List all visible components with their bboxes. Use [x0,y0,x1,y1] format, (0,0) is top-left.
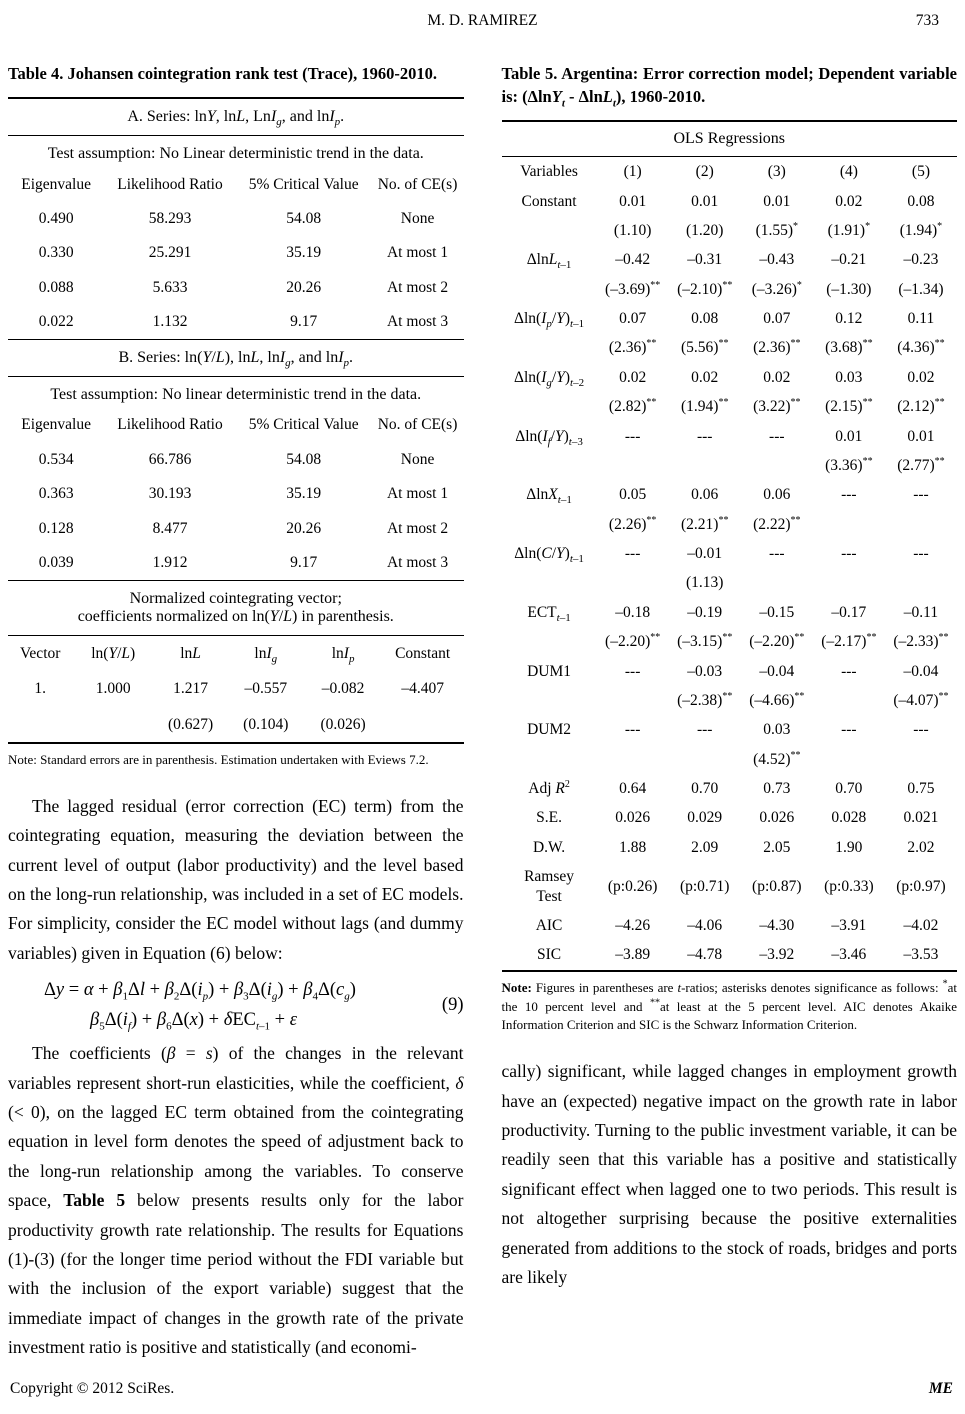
table-cell: --- [841,545,857,563]
table4-vector-grid [8,636,464,742]
table-cell [502,627,597,656]
table-cell: 0.75 [907,780,935,798]
table-cell: (2.22)** [753,514,801,533]
table-cell: (–2.38)** [677,690,733,709]
column-header: Eigenvalue [21,175,91,193]
table-row [502,510,958,539]
table-cell: 0.08 [907,192,935,210]
table-cell: 0.73 [763,780,791,798]
table4-panel-b-title: B. Series: ln(Y/L), lnL, lnI$_g$, and lnI$_p$. [118,348,354,370]
table-cell: $\Delta\ln(C/Y)_{t-1}$ [514,545,584,566]
table-cell: 54.08 [286,450,322,468]
table-cell: --- [841,662,857,680]
table-row [502,568,958,597]
table-cell: 0.01 [763,192,791,210]
table-cell: 20.26 [286,278,322,296]
table-row [502,774,958,803]
table-cell: ΔlnX$_{t-1}$ [526,486,572,507]
table-cell: At most 3 [386,313,449,331]
table-row [502,245,958,274]
table-cell: (p:0.26) [607,877,658,895]
column-header: No. of CE(s) [377,175,458,193]
table-cell: –0.03 [687,662,723,680]
table-cell: 0.02 [763,368,791,386]
table-cell: ΔlnL$_{t-1}$ [526,251,572,272]
table-cell: --- [624,721,641,739]
table-cell: 1. [34,680,46,698]
table-cell: (0.026) [320,715,366,733]
page-footer [10,1380,953,1398]
table-cell: (–1.34) [898,280,944,298]
table-cell: (3.36)** [825,455,873,474]
table-row [8,671,464,706]
table-cell [502,568,597,597]
table-cell: 0.01 [619,192,647,210]
table-cell [502,510,597,539]
table-cell: (–2.20)** [605,632,661,651]
table-cell: –0.01 [687,545,723,563]
table-cell: (p:0.71) [679,877,730,895]
table-cell: (–4.66)** [749,690,805,709]
table-cell: 0.01 [907,427,935,445]
page-header [8,12,957,36]
column-header: lnL [180,644,201,662]
table-row [502,275,958,304]
table-cell: --- [696,721,713,739]
table-cell [741,451,813,480]
table-cell: 0.05 [619,486,647,504]
table-header-row [502,157,958,186]
table-cell [382,707,464,742]
table-cell: At most 1 [386,244,449,262]
table-cell: 0.039 [38,553,74,571]
table-cell: At most 2 [386,278,449,296]
table-cell: At most 3 [386,553,449,571]
table-cell: --- [769,545,785,563]
table-cell: –4.06 [687,916,723,934]
table-row [502,187,958,216]
table-cell: –3.89 [615,946,651,964]
table-row [8,442,464,476]
table-cell: (2.26)** [608,514,657,533]
table-row [502,715,958,744]
table-cell: –0.42 [615,251,651,269]
column-header: Eigenvalue [21,416,91,434]
two-column-layout [8,62,957,1362]
table-cell: 8.477 [152,519,188,537]
table-cell: (–2.20)** [749,632,805,651]
table-cell: --- [841,486,857,504]
table-cell: 2.05 [763,838,791,856]
table-row [8,270,464,304]
column-header: No. of CE(s) [377,416,458,434]
table-cell: (2.77)** [897,455,945,474]
journal-abbreviation: ME [928,1380,953,1397]
table-cell: (0.627) [167,715,214,733]
table-cell: (3.68)** [825,338,873,357]
table-cell: --- [913,486,929,504]
right-column [502,62,958,1362]
table-cell: (–4.07)** [893,690,949,709]
table-cell: 0.028 [831,809,867,827]
table5 [502,120,958,972]
table4-panel-b-grid [8,408,464,580]
body-paragraph: The coefficients (β = s) of the changes in the relevant variables represent short-run elasticities, while the coefficient, δ (< 0), on the lagged EC term obtained from the cointegrating equation in level form denotes the speed of adjustment back to the long-run relationship among the variables. To conserve space, Table 5 below presents results only for the labor productivity growth rate relationship. The results for Equations (1)-(3) (for the longer time period without the FDI variable but with the inclusion of the export variable) suggest that the immediate impact of changes in the growth rate of the private investment ratio is positive and statistically (and economi- [8,1043,464,1358]
column-header: Likelihood Ratio [117,175,223,193]
table-cell: (p:0.33) [824,877,874,895]
table-cell: –0.23 [903,251,939,269]
table-cell [597,568,669,597]
table5-grid [502,157,958,970]
table-cell [669,451,741,480]
table-cell: (2.36)** [608,338,657,357]
table4-vector-title: Normalized cointegrating vector; coefficients normalized on ln(Y/L) in parenthesis. [77,589,394,625]
table-cell: Ramsey Test [524,868,575,905]
table-rule [8,742,464,744]
column-header: (4) [839,163,858,181]
table-row [502,480,958,509]
table-cell: (1.20) [685,221,724,239]
table-row [502,686,958,715]
table-row [8,201,464,235]
table-row [502,333,958,362]
table-cell: 0.026 [759,809,795,827]
table-cell [8,707,72,742]
table-cell: (1.55)* [755,220,799,239]
table-cell: (–3.69)** [605,279,661,298]
table-cell: –4.78 [687,946,723,964]
table-cell: –3.91 [831,916,867,934]
table-cell: (–3.26)* [751,279,802,298]
table-cell: 0.64 [619,780,647,798]
table-cell: (2.15)** [825,397,873,416]
table4-note: Note: Standard errors are in parenthesis. Estimation undertaken with Eviews 7.2. [8,751,429,767]
table-cell: 0.534 [38,450,74,468]
table-cell: 0.088 [38,278,74,296]
column-header: Variables [520,163,578,181]
table-cell: (2.21)** [680,514,729,533]
table-row [502,392,958,421]
table-cell: 0.70 [835,780,863,798]
table-cell: AIC [535,916,563,934]
table-cell: 0.03 [835,368,863,386]
table-cell: 0.029 [687,809,723,827]
table-cell [502,745,597,774]
table-cell: –3.46 [831,946,867,964]
table4-panel-a-grid [8,167,464,339]
table-cell: –0.17 [831,603,867,621]
table-cell: –0.04 [759,662,795,680]
table-cell: (–2.17)** [821,632,877,651]
table-cell: 0.06 [691,486,719,504]
column-header: 5% Critical Value [248,175,359,193]
table-cell: –0.31 [687,251,723,269]
table-cell: –4.26 [615,916,651,934]
column-header: lnI$_p$ [331,644,355,665]
equation-line-1: $\Delta y = \alpha + \beta_1\Delta l + \beta_2\Delta(i_p) + \beta_3\Delta(i_g) + \beta_4\Delta(c_g)$ [44,980,356,1003]
table-cell: 0.02 [907,368,935,386]
table-cell: 35.19 [286,244,322,262]
table-cell: 0.330 [38,244,74,262]
table-cell: (p:0.97) [896,877,946,895]
table-cell: (4.36)** [897,338,945,357]
table-cell: (4.52)** [753,749,801,768]
table-cell: 1.912 [152,553,188,571]
table-row [502,363,958,392]
table-cell: 0.70 [691,780,719,798]
table-cell: (1.13) [685,574,724,592]
table-cell: –4.02 [903,916,939,934]
table-header-row [8,408,464,442]
table-cell [741,568,813,597]
table-cell: 2.09 [691,838,719,856]
table-cell: At most 1 [386,485,449,503]
table-cell: 9.17 [290,553,318,571]
table-cell: –3.53 [903,946,939,964]
table-cell: (–3.15)** [677,632,733,651]
table-cell: At most 2 [386,519,449,537]
table4-panel-a-assumption: Test assumption: No Linear deterministic trend in the data. [47,145,424,163]
body-paragraph: cally) significant, while lagged changes in employment growth have an (expected) negative impact on the growth rate in labor productivity. Turning to the public investment variable, it can be readily seen that this variable has a positive and statistically significant effect when lagged one to two periods. This result is not altogether surprising because the positive externalities generated from additions to the stock of roads, bridges and ports are likely [501,1061,957,1287]
column-header: lnI$_g$ [254,644,278,665]
table-cell: --- [624,545,641,563]
table-cell [502,333,597,362]
table-row [8,511,464,545]
table-cell: –4.407 [401,680,444,698]
table-header-row [8,636,464,671]
table-cell: 0.01 [835,427,863,445]
table-row [8,707,464,742]
table-cell: DUM2 [527,721,571,739]
table-cell: --- [624,662,641,680]
table-header-row [8,167,464,201]
table-cell: 1.88 [619,838,647,856]
table-cell: 0.12 [835,310,863,328]
table-cell: (1.91)* [827,220,871,239]
table-cell [885,568,957,597]
table-row [8,236,464,270]
table-cell: 0.021 [903,809,939,827]
table-cell: 30.193 [148,485,192,503]
table-cell: 0.02 [619,368,647,386]
table-row [502,422,958,451]
table-cell: Adj $R^2$ [528,778,570,798]
table-cell: (1.94)** [680,397,729,416]
table-cell [813,686,885,715]
table-cell: $\Delta\ln(I_g/Y)_{t-2}$ [514,368,585,389]
table5-group-header: OLS Regressions [673,130,786,148]
table-cell: SIC [536,946,562,964]
table-rule [502,970,958,972]
table-cell: $\Delta\ln(I_f/Y)_{t-3}$ [515,427,583,448]
table-cell: 20.26 [286,519,322,537]
table-cell: 0.128 [38,519,74,537]
table-cell: 1.217 [173,680,209,698]
table-row [502,598,958,627]
column-header: Constant [395,644,451,662]
table-cell: --- [769,427,785,445]
table4 [8,97,464,744]
table-cell: 54.08 [286,209,322,227]
table-cell: –3.92 [759,946,795,964]
table-row [502,451,958,480]
table-cell: (1.10) [613,221,652,239]
equation-number: (9) [441,995,464,1016]
table-cell [597,451,669,480]
table-cell: 1.90 [835,838,863,856]
table-cell: 0.022 [38,313,74,331]
table4-caption: Table 4. Johansen cointegration rank test (Trace), 1960-2010. [8,64,437,83]
table-cell: 0.01 [691,192,719,210]
table-cell: –0.21 [831,251,867,269]
table4-panel-b-assumption: Test assumption: No linear deterministic trend in the data. [50,385,422,403]
table-cell: 0.07 [619,310,647,328]
table-cell: 58.293 [148,209,192,227]
table-cell: 0.08 [691,310,719,328]
table-row [502,803,958,832]
column-header: Vector [19,644,61,662]
table-cell: (p:0.87) [752,877,802,895]
table-cell: 66.786 [148,450,192,468]
table-cell: (2.12)** [897,397,945,416]
table-cell: Constant [521,192,577,210]
table-cell: 2.02 [907,838,935,856]
table-cell: –0.18 [615,603,651,621]
table-cell: DUM1 [527,662,571,680]
table-cell: 0.490 [38,209,74,227]
table-cell [502,392,597,421]
table-cell [502,216,597,245]
table-cell: $ECT_{t-1}$ [527,603,571,624]
table-cell: (2.82)** [608,397,657,416]
table-cell: (–2.33)** [893,632,949,651]
table-cell: –0.11 [903,603,939,621]
table-cell: 0.02 [691,368,719,386]
table-row [502,911,958,940]
table-cell: D.W. [532,838,566,856]
table-cell: (5.56)** [680,338,729,357]
table-row [502,745,958,774]
table-row [502,833,958,862]
table-row [502,940,958,969]
table-row [502,304,958,333]
column-header: 5% Critical Value [248,416,359,434]
table-row [502,862,958,911]
page-number: 733 [915,12,939,29]
table-row [8,305,464,339]
table4-panel-a-title: A. Series: lnY, lnL, LnI$_g$, and lnI$_p$. [127,108,345,129]
table-cell: –4.30 [759,916,795,934]
table-cell: 0.07 [763,310,791,328]
table-cell: 0.026 [615,809,651,827]
table-cell: –0.43 [759,251,795,269]
equation [8,980,464,1031]
column-header: (3) [767,163,786,181]
table-cell: None [400,209,435,227]
table-row [502,539,958,568]
table-cell: (3.22)** [753,397,801,416]
table-cell [502,275,597,304]
table-cell [597,745,669,774]
copyright-text: Copyright © 2012 SciRes. [10,1380,175,1397]
column-header: ln(Y/L) [91,644,136,662]
column-header: (5) [911,163,930,181]
table-cell: 1.000 [95,680,131,698]
table-cell [502,451,597,480]
column-header: (1) [623,163,642,181]
table-cell: –0.19 [687,603,723,621]
table-row [502,627,958,656]
table-row [8,545,464,579]
table-cell [669,745,741,774]
table-row [8,477,464,511]
equation-lines [8,980,410,1031]
column-header: Likelihood Ratio [117,416,223,434]
column-header: (2) [695,163,714,181]
table-cell [813,745,885,774]
table-cell: 0.03 [763,721,791,739]
table-cell: 25.291 [148,244,192,262]
table-cell [885,510,957,539]
table-cell: --- [913,721,929,739]
table-cell [813,568,885,597]
table-cell [502,686,597,715]
table-cell: --- [696,427,713,445]
table-cell: None [400,450,435,468]
table-cell: (0.104) [243,715,289,733]
table-cell: 0.06 [763,486,791,504]
table-cell: 1.132 [152,313,188,331]
table-cell: 9.17 [290,313,318,331]
left-column [8,62,464,1362]
table-cell: S.E. [536,809,562,827]
table-cell [597,686,669,715]
table-cell: 0.11 [907,310,935,328]
table-cell: –0.04 [903,662,939,680]
table-cell: –0.082 [321,680,365,698]
table-cell: --- [841,721,857,739]
table-cell: 5.633 [152,278,188,296]
table-cell: –0.557 [244,680,288,698]
table5-note: Note: Figures in parentheses are t-ratios; asterisks denotes significance as follows: *at the 10 percent level and **at least at the 5 percent level. AIC denotes Akaike Information Criterion and SIC is the Schwarz Information Criterion. [501,978,957,1033]
table-cell: –0.15 [759,603,795,621]
table-row [502,657,958,686]
table-cell [813,510,885,539]
table-cell: 0.363 [38,485,74,503]
table-row [502,216,958,245]
table-cell: $\Delta\ln(I_p/Y)_{t-1}$ [514,310,585,331]
table-cell [885,745,957,774]
table-cell: (–2.10)** [677,279,733,298]
table-cell: (1.94)* [899,220,943,239]
running-title: M. D. RAMIREZ [427,12,538,29]
table-cell: --- [913,545,929,563]
equation-line-2: $\beta_5\Delta(i_f) + \beta_6\Delta(x) + \delta EC_{t-1} + \varepsilon$ [90,1010,297,1033]
table-cell: 35.19 [286,485,322,503]
body-paragraph: The lagged residual (error correction (EC) term) from the cointegrating equation, measuring the deviation between the current level of output (labor productivity) and the level based on the long-run relationship, was included in a set of EC models. For simplicity, consider the EC model without lags (and dummy variables) given in Equation (6) below: [8,795,464,963]
table-cell: 0.02 [835,192,863,210]
table-cell: (2.36)** [753,338,801,357]
table-cell [72,707,154,742]
table-cell: (–1.30) [826,280,872,298]
table-cell: --- [624,427,641,445]
table5-caption: Table 5. Argentina: Error correction model; Dependent variable is: (ΔlnY$_t$ - ΔlnL$_t$), 1960-2010. [501,64,957,110]
